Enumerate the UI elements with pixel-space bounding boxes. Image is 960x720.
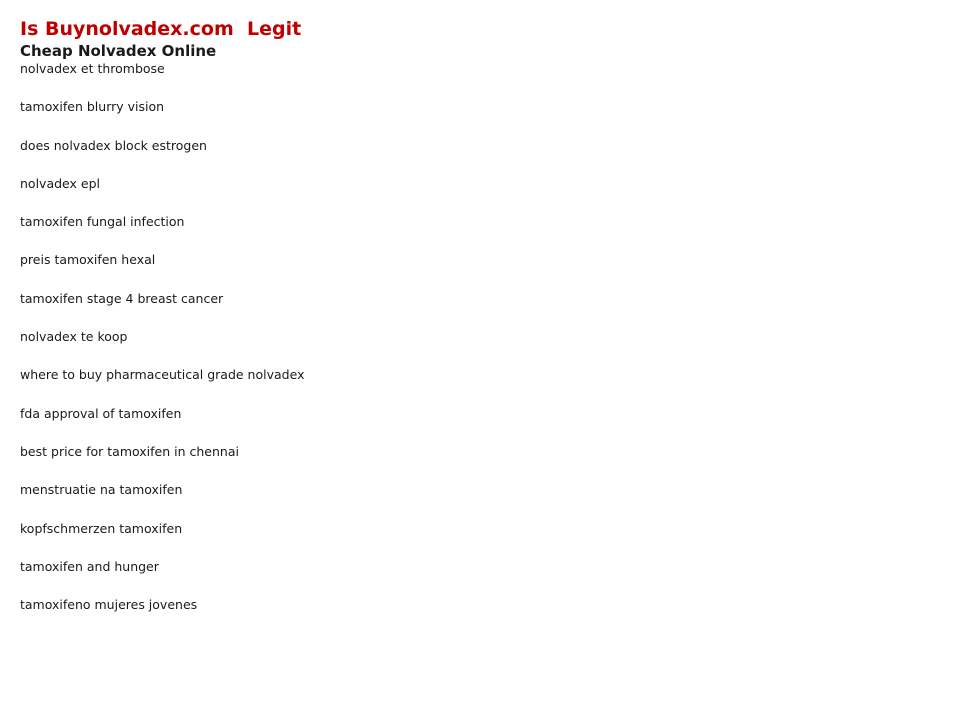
list-item[interactable]: tamoxifeno mujeres jovenes <box>20 597 198 613</box>
list-item[interactable]: best price for tamoxifen in chennai <box>20 443 239 459</box>
list-item[interactable]: tamoxifen fungal infection <box>20 214 185 230</box>
list-item[interactable]: tamoxifen blurry vision <box>20 99 165 115</box>
list-item[interactable]: menstruatie na tamoxifen <box>20 482 183 498</box>
list-item[interactable]: where to buy pharmaceutical grade nolvadex <box>20 367 305 383</box>
list-item[interactable]: fda approval of tamoxifen <box>20 405 182 421</box>
list-item[interactable]: nolvadex te koop <box>20 329 128 345</box>
list-item[interactable]: preis tamoxifen hexal <box>20 252 156 268</box>
keyword-list <box>20 61 920 613</box>
list-item[interactable]: nolvadex epl <box>20 175 100 191</box>
list-item[interactable]: tamoxifen stage 4 breast cancer <box>20 290 224 306</box>
page-content <box>20 17 920 635</box>
list-item[interactable]: kopfschmerzen tamoxifen <box>20 520 183 536</box>
page-title: Is Buynolvadex.com Legit <box>20 18 302 40</box>
page-subtitle: Cheap Nolvadex Online <box>20 42 217 60</box>
list-item[interactable]: tamoxifen and hunger <box>20 558 159 574</box>
list-item[interactable]: nolvadex et thrombose <box>20 61 165 76</box>
list-item[interactable]: does nolvadex block estrogen <box>20 137 207 153</box>
